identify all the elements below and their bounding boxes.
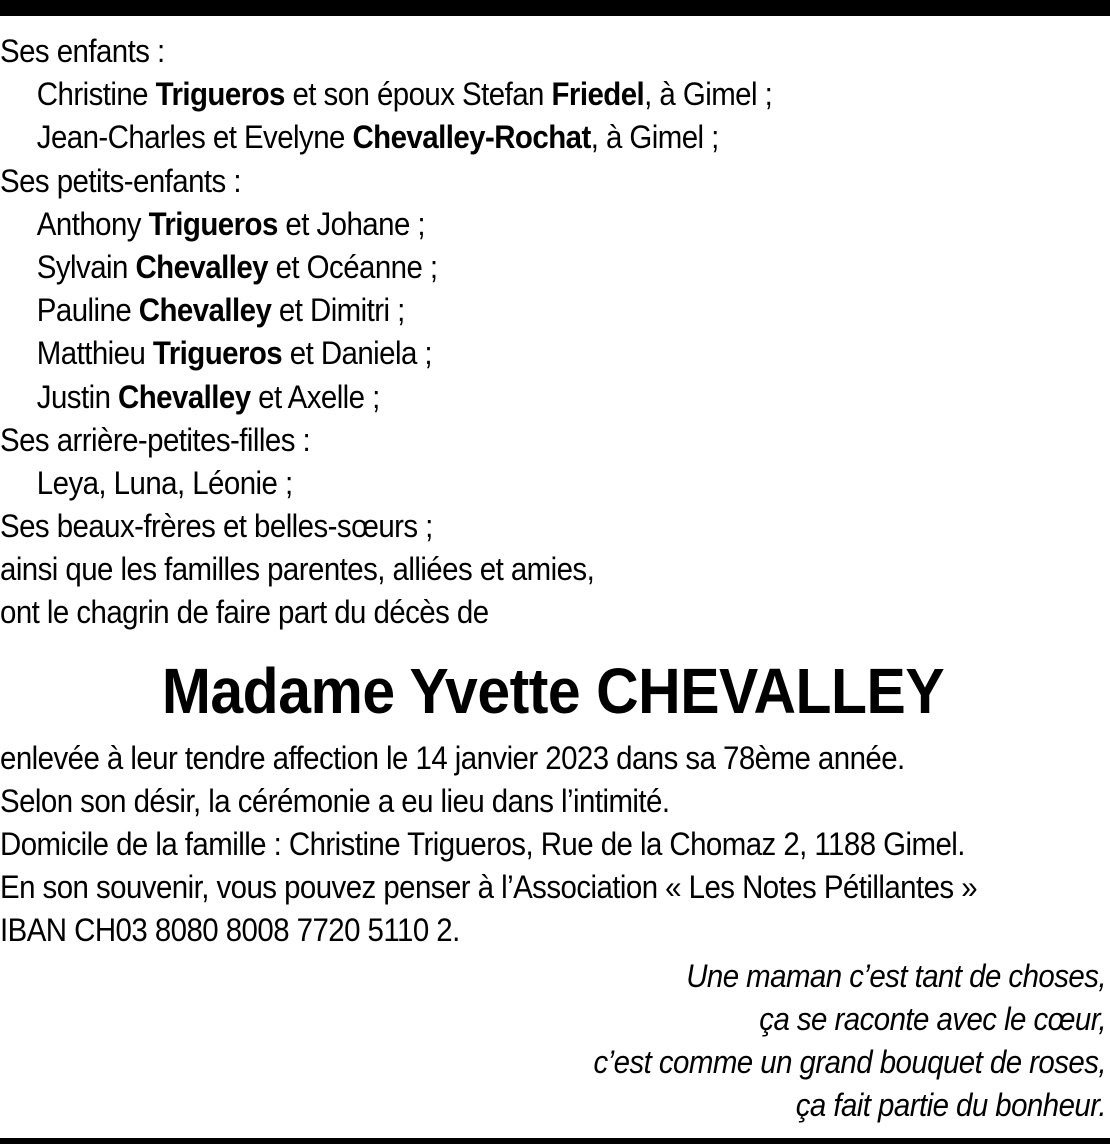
surname: Chevalley [135,248,268,285]
family-list [0,30,1106,635]
family-member-line [0,462,1018,505]
surname: Trigueros [148,205,278,242]
text-segment: et son époux Stefan [284,76,552,113]
bottom-rule [0,1138,1110,1144]
family-heading-line [0,591,1018,634]
death-date-line: enlevée à leur tendre affection le 14 janvier 2023 dans sa 78ème année. [0,739,905,776]
text-segment: , à Gimel ; [590,119,719,156]
text-segment: ainsi que les familles parentes, alliées et amies, [0,551,595,588]
family-member-line [0,203,1018,246]
family-heading-line [0,30,1018,73]
family-heading-line [0,160,1018,203]
family-member-line [0,289,1018,332]
family-member-line [0,376,1018,419]
obituary-notice [0,30,1106,1127]
family-member-line [0,332,1018,375]
text-segment: Ses arrière-petites-filles : [0,421,311,458]
surname: Chevalley-Rochat [352,119,591,156]
text-segment: Ses petits-enfants : [0,162,241,199]
text-segment: et Axelle ; [250,378,380,415]
top-rule [0,0,1110,16]
surname: Chevalley [118,378,251,415]
poem-line: ça se raconte avec le cœur, [759,1000,1106,1037]
text-segment: et Océanne ; [267,248,438,285]
poem-line: Une maman c’est tant de choses, [686,957,1106,994]
text-segment: Matthieu [36,335,153,372]
text-segment: , à Gimel ; [644,76,773,113]
surname: Trigueros [152,335,283,372]
family-heading-line [0,505,1018,548]
ceremony-line: Selon son désir, la cérémonie a eu lieu dans l’intimité. [0,782,670,819]
family-heading-line [0,419,1018,462]
text-segment: Jean-Charles et Evelyne [36,119,353,156]
surname: Trigueros [155,76,285,113]
surname: Friedel [551,76,645,113]
text-segment: Pauline [36,292,139,329]
poem [0,955,1106,1128]
text-segment: Leya, Luna, Léonie ; [36,464,293,501]
family-member-line [0,73,1018,116]
family-heading-line [0,548,1018,591]
details-block [0,737,1106,953]
text-segment: Ses enfants : [0,33,165,69]
text-segment: Anthony [36,205,149,242]
deceased-name: Madame Yvette CHEVALLEY [161,654,945,727]
iban-line: IBAN CH03 8080 8008 7720 5110 2. [0,912,460,949]
text-segment: et Johane ; [277,205,426,242]
text-segment: Justin [36,378,119,415]
family-address-line: Domicile de la famille : Christine Trigueros, Rue de la Chomaz 2, 1188 Gimel. [0,826,965,862]
text-segment: et Daniela ; [282,335,433,372]
donation-line: En son souvenir, vous pouvez penser à l’Association « Les Notes Pétillantes » [0,869,978,906]
family-member-line [0,246,1018,289]
text-segment: et Dimitri ; [271,292,405,329]
text-segment: Sylvain [36,248,136,285]
surname: Chevalley [138,292,272,329]
poem-line: c’est comme un grand bouquet de roses, [593,1043,1106,1080]
family-member-line [0,116,1018,159]
text-segment: Ses beaux-frères et belles-sœurs ; [0,508,433,545]
text-segment: ont le chagrin de faire part du décès de [0,594,489,631]
poem-line: ça fait partie du bonheur. [795,1087,1106,1124]
text-segment: Christine [36,76,156,113]
